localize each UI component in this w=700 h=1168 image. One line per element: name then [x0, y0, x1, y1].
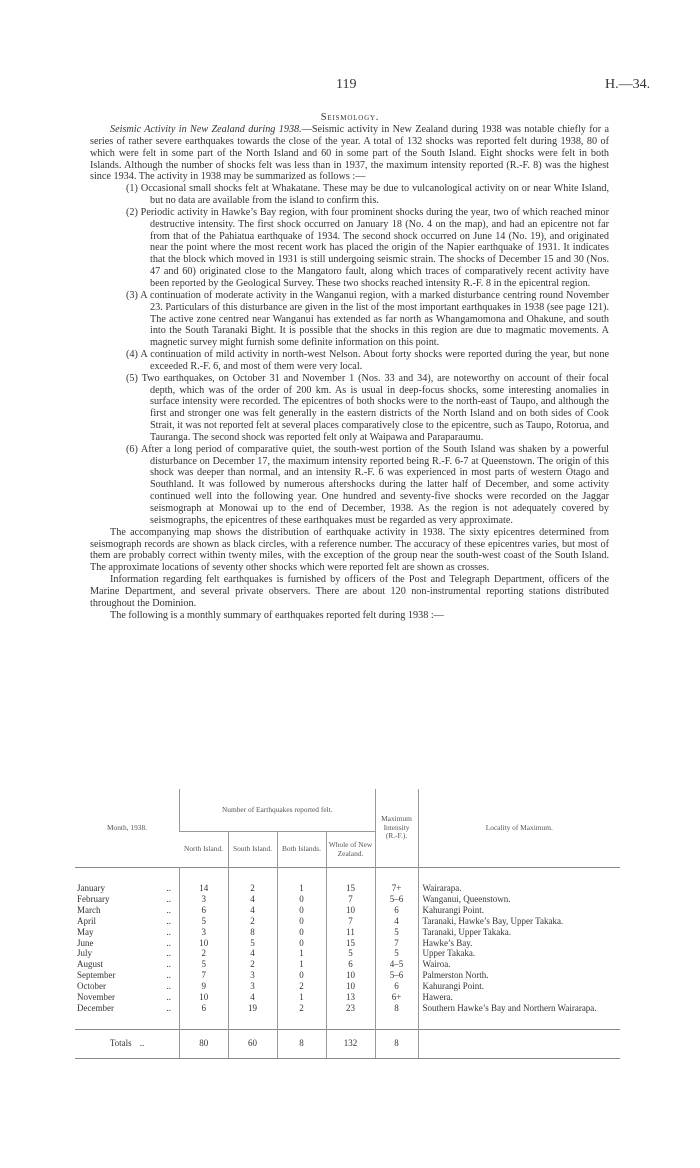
month-label: February	[77, 893, 110, 904]
table-row	[75, 970, 620, 981]
locality-cell: Taranaki, Upper Takaka.	[418, 927, 620, 938]
locality-cell: Palmerston North.	[418, 970, 620, 981]
whole-cell: 10	[326, 981, 375, 992]
table-row	[75, 905, 620, 916]
south-cell: 3	[228, 981, 277, 992]
north-cell: 5	[180, 959, 229, 970]
table-row	[75, 883, 620, 894]
month-cell	[75, 883, 180, 894]
whole-cell: 7	[326, 894, 375, 905]
month-cell	[75, 894, 180, 905]
total-north-cell: 80	[180, 1029, 229, 1058]
month-label: July	[77, 948, 93, 959]
north-cell: 5	[180, 916, 229, 927]
north-cell: 9	[180, 981, 229, 992]
spacer-cell	[180, 1014, 229, 1030]
leader-dots: ..	[166, 992, 171, 1003]
list-item: (3) A continuation of moderate activity in the Wanganui region, with a marked disturbance centring round November 23. Particulars of this disturbance are given in the list of the most important earthquakes in 1938 (see page 121). The active zone centred near Wanganui has extended as far north as Whangamomona and Ohakune, and south into the South Taranaki Bight. It is possible that the shocks in this region are due to magmatic movements. A magnetic survey might furnish some definite information on this point.	[126, 289, 609, 349]
month-label: September	[77, 970, 116, 981]
month-label: April	[77, 915, 96, 926]
south-cell: 19	[228, 1003, 277, 1014]
map-paragraph: The accompanying map shows the distribution of earthquake activity in 1938. The sixty epicentres determined from seismograph records are shown as black circles, with a reference number. The accuracy of these epicentres varies, but most of them are probably correct within twenty miles, with the exception of the group near the south-west coast of the South Island. The approximate locations of seventy other shocks which were reported felt are shown as crosses.	[90, 526, 609, 574]
table-row	[75, 894, 620, 905]
table-row	[75, 992, 620, 1003]
max-cell: 7	[375, 938, 418, 949]
locality-cell: Upper Takaka.	[418, 948, 620, 959]
max-cell: 6	[375, 905, 418, 916]
max-cell: 5	[375, 927, 418, 938]
table-row	[75, 927, 620, 938]
both-cell: 1	[277, 883, 326, 894]
north-cell: 14	[180, 883, 229, 894]
spacer-cell	[375, 1014, 418, 1030]
month-label: October	[77, 981, 106, 992]
locality-cell: Wanganui, Queenstown.	[418, 894, 620, 905]
spacer-cell	[418, 868, 620, 884]
leader-dots: ..	[166, 981, 171, 992]
max-cell: 6	[375, 981, 418, 992]
header-both: Both Islands.	[277, 832, 326, 868]
monthly-summary-table	[75, 789, 620, 1059]
max-cell: 5–6	[375, 970, 418, 981]
month-cell	[75, 938, 180, 949]
leader-dots: ..	[166, 970, 171, 981]
north-cell: 10	[180, 938, 229, 949]
south-cell: 8	[228, 927, 277, 938]
north-cell: 3	[180, 927, 229, 938]
document-reference: H.—34.	[605, 77, 651, 92]
month-label: May	[77, 926, 94, 937]
whole-cell: 10	[326, 905, 375, 916]
whole-cell: 5	[326, 948, 375, 959]
month-cell	[75, 959, 180, 970]
summary-intro: The following is a monthly summary of earthquakes reported felt during 1938 :—	[110, 609, 444, 621]
both-cell: 0	[277, 970, 326, 981]
page-number: 119	[336, 77, 357, 92]
intro-paragraph	[90, 124, 609, 183]
leader-dots: ..	[139, 1038, 145, 1049]
spacer-cell	[277, 1014, 326, 1030]
spacer-cell	[228, 868, 277, 884]
whole-cell: 15	[326, 938, 375, 949]
header-locality: Locality of Maximum.	[418, 789, 620, 868]
south-cell: 4	[228, 948, 277, 959]
south-cell: 4	[228, 992, 277, 1003]
max-cell: 6+	[375, 992, 418, 1003]
south-cell: 2	[228, 916, 277, 927]
whole-cell: 11	[326, 927, 375, 938]
header-month: Month, 1938.	[106, 822, 148, 832]
spacer-cell	[326, 868, 375, 884]
locality-cell: Kahurangi Point.	[418, 905, 620, 916]
table-row	[75, 1003, 620, 1014]
whole-cell: 13	[326, 992, 375, 1003]
locality-cell: Hawke’s Bay.	[418, 938, 620, 949]
total-south-cell: 60	[228, 1029, 277, 1058]
north-cell: 10	[180, 992, 229, 1003]
table-spacer-row	[75, 1014, 620, 1030]
leader-dots: ..	[166, 937, 171, 948]
header-whole: Whole of New Zealand.	[326, 832, 375, 868]
both-cell: 2	[277, 1003, 326, 1014]
locality-cell: Taranaki, Hawke’s Bay, Upper Takaka.	[418, 916, 620, 927]
table-body	[75, 868, 620, 1059]
totals-row	[75, 1029, 620, 1058]
total-max-cell: 8	[375, 1029, 418, 1058]
south-cell: 4	[228, 894, 277, 905]
north-cell: 6	[180, 905, 229, 916]
max-cell: 4	[375, 916, 418, 927]
locality-cell: Hawera.	[418, 992, 620, 1003]
table-row	[75, 916, 620, 927]
whole-cell: 7	[326, 916, 375, 927]
leader-dots: ..	[166, 915, 171, 926]
north-cell: 7	[180, 970, 229, 981]
info-paragraph: Information regarding felt earthquakes is furnished by officers of the Post and Telegraph Department, officers of the Marine Department, and several private observers. There are about 120 non-instrumental reporting stations distributed throughout the Dominion.	[90, 574, 609, 609]
spacer-cell	[180, 868, 229, 884]
leader-dots: ..	[166, 883, 171, 893]
whole-cell: 6	[326, 959, 375, 970]
spacer-cell	[277, 868, 326, 884]
table-spacer-row	[75, 868, 620, 884]
max-cell: 4–5	[375, 959, 418, 970]
locality-cell: Wairoa.	[418, 959, 620, 970]
locality-cell: Kahurangi Point.	[418, 981, 620, 992]
max-cell: 7+	[375, 883, 418, 894]
locality-cell: Wairarapa.	[418, 883, 620, 894]
leader-dots: ..	[166, 893, 171, 904]
total-whole-cell: 132	[326, 1029, 375, 1058]
leader-dots: ..	[166, 948, 171, 959]
month-label: December	[77, 1002, 114, 1013]
list-item: (2) Periodic activity in Hawke’s Bay region, with four prominent shocks during the year, two of which reached minor destructive intensity. The first shock occurred on January 18 (No. 4 on the map), and had an epicentre not far from that of the Pahiatua earthquake of 1934. The second shock occurred on June 14 (No. 19), and originated near the point where the most recent work has placed the origin of the Napier earthquake of 1931. It indicates that the block which moved in 1931 is still undergoing seismic strain. The shocks of December 15 and 30 (Nos. 47 and 60) originated close to the Mangatoro fault, along which traces of comparatively recent activity have been reported by the Geological Survey. These two shocks reached intensity R.-F. 8 in the epicentral region.	[126, 206, 609, 289]
intro-title: Seismic Activity in New Zealand during 1938.	[110, 124, 302, 135]
spacer-cell	[75, 868, 180, 884]
both-cell: 1	[277, 992, 326, 1003]
totals-label-cell	[75, 1029, 180, 1058]
leader-dots: ..	[166, 959, 171, 970]
list-item: (6) After a long period of comparative quiet, the south-west portion of the South Island was shaken by a powerful disturbance on December 17, the maximum intensity reported being R.-F. 6-7 at Queenstown. The origin of this shock was deeper than normal, and an intensity R.-F. 6 was experienced in most parts of western Otago and Southland. It was followed by numerous aftershocks during the latter half of December, and some activity continued well into the following year. One hundred and seventy-five shocks were recorded on the Jaggar seismograph at Monowai up to the end of December, 1938. As the region is not adequately covered by seismographs, the epicentres of these earthquakes must be regarded as very approximate.	[126, 443, 609, 526]
header-north: North Island.	[180, 832, 229, 868]
spacer-cell	[228, 1014, 277, 1030]
max-cell: 5	[375, 948, 418, 959]
month-label: June	[77, 937, 94, 948]
list-item: (5) Two earthquakes, on October 31 and November 1 (Nos. 33 and 34), are noteworthy on account of their focal depth, which was of the order of 200 km. As is usual in deep-focus shocks, some interesting anomalies in surface intensity were recorded. The epicentres of both shocks were to the north-east of Taupo, and although the first and stronger one was felt generally in the eastern districts of the North Island and on both sides of Cook Strait, it was not reported felt at several places comparatively close to the epicentre, such as Taupo, Rotorua, and Tauranga. The second shock was reported felt only at Waipawa and Paraparaumu.	[126, 372, 609, 443]
south-cell: 2	[228, 959, 277, 970]
totals-label: Totals	[109, 1038, 132, 1049]
table-row	[75, 959, 620, 970]
spacer-cell	[326, 1014, 375, 1030]
section-title: Seismology.	[320, 112, 380, 123]
north-cell: 6	[180, 1003, 229, 1014]
north-cell: 3	[180, 894, 229, 905]
whole-cell: 23	[326, 1003, 375, 1014]
spacer-cell	[375, 868, 418, 884]
header-max-intensity: Maximum Intensity (R.-F.).	[375, 789, 418, 868]
both-cell: 0	[277, 916, 326, 927]
locality-cell: Southern Hawke’s Bay and Northern Wairarapa.	[418, 1003, 620, 1014]
leader-dots: ..	[166, 926, 171, 937]
month-cell	[75, 970, 180, 981]
south-cell: 3	[228, 970, 277, 981]
month-cell	[75, 916, 180, 927]
table-row	[75, 948, 620, 959]
month-cell	[75, 992, 180, 1003]
both-cell: 1	[277, 959, 326, 970]
whole-cell: 15	[326, 883, 375, 894]
body-text	[90, 124, 609, 621]
whole-cell: 10	[326, 970, 375, 981]
max-cell: 5–6	[375, 894, 418, 905]
both-cell: 0	[277, 905, 326, 916]
month-cell	[75, 1003, 180, 1014]
table-row	[75, 981, 620, 992]
total-locality-cell	[418, 1029, 620, 1058]
month-cell	[75, 905, 180, 916]
south-cell: 5	[228, 938, 277, 949]
south-cell: 2	[228, 883, 277, 894]
header-number-group: Number of Earthquakes reported felt.	[180, 789, 376, 832]
month-label: November	[77, 992, 115, 1003]
month-label: January	[77, 883, 105, 893]
list-item: (1) Occasional small shocks felt at Whakatane. These may be due to vulcanological activity on or near White Island, but no data are available from the island to confirm this.	[126, 183, 609, 207]
header-south: South Island.	[228, 832, 277, 868]
both-cell: 0	[277, 927, 326, 938]
month-cell	[75, 948, 180, 959]
month-cell	[75, 927, 180, 938]
intro-text: —Seismic activity in New Zealand during 1938 was notable chiefly for a series of rather severe earthquakes towards the close of the year. A total of 132 shocks was reported felt during 1938, 80 of which were felt in some part of the North Island and 60 in some part of the South Island. Eight shocks were felt in both Islands. Although the number of shocks felt was less than in 1937, the maximum intensity reported (R.-F. 8) was the highest since 1934. The activity in 1938 may be summarized as follows :—	[90, 124, 610, 183]
both-cell: 0	[277, 938, 326, 949]
table-row	[75, 938, 620, 949]
leader-dots: ..	[166, 1002, 171, 1013]
spacer-cell	[75, 1014, 180, 1030]
month-label: August	[77, 959, 104, 970]
month-label: March	[77, 904, 101, 915]
both-cell: 2	[277, 981, 326, 992]
month-cell	[75, 981, 180, 992]
north-cell: 2	[180, 948, 229, 959]
max-cell: 8	[375, 1003, 418, 1014]
both-cell: 0	[277, 894, 326, 905]
both-cell: 1	[277, 948, 326, 959]
leader-dots: ..	[166, 904, 171, 915]
south-cell: 4	[228, 905, 277, 916]
spacer-cell	[418, 1014, 620, 1030]
total-both-cell: 8	[277, 1029, 326, 1058]
list-item: (4) A continuation of mild activity in north-west Nelson. About forty shocks were reported during the year, but none exceeded R.-F. 6, and most of them were very local.	[126, 349, 609, 372]
